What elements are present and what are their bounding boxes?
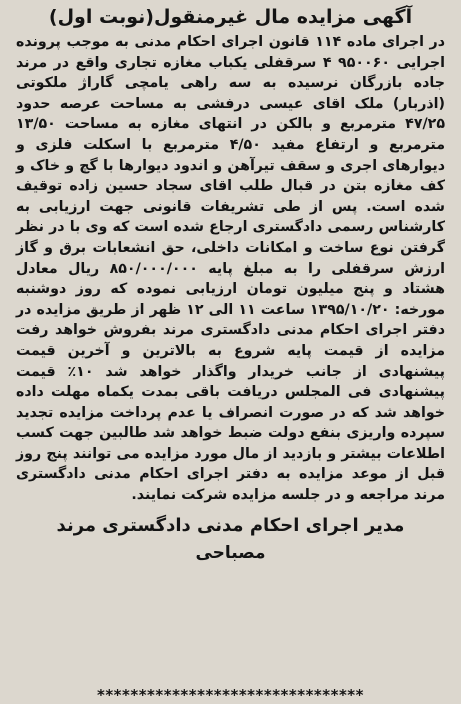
signature-office: مدیر اجرای احکام مدنی دادگستری مرند — [56, 514, 405, 536]
signature-block — [16, 512, 445, 566]
notice-body — [16, 32, 445, 506]
signature-name: مصباحی — [195, 542, 266, 563]
notice-paragraph: در اجرای ماده ۱۱۴ قانون اجرای احکام مدنی به موجب پرونده اجرایی ۹۵۰۰۶۰ ۴ سرقفلی یکباب مغازه تجاری واقع در مرند جاده بازرگان نرسیده به سه راهی یامچی گاراژ ملکوتی (اذربار) ملک اقای عیسی درفشی به مساحت عرصه حدود ۴۷/۲۵ مترمربع و بالکن در انتهای مغازه به مساحت ۱۳/۵۰ مترمربع و ارتفاع مفید ۴/۵۰ مترمربع با اسکلت فلزی و دیوارهای اجری و سقف تیرآهن و اندود دیوارها با گچ و خاک و کف مغازه بتن در قبال طلب اقای سجاد حسین زاده توقیف شده است. پس از طی تشریفات قانونی جهت ارزیابی به کارشناس رسمی دادگستری ارجاع شده است که وی با در نظر گرفتن نوع ساخت و امکانات داخلی، حق انشعابات برق و گاز ارزش سرقفلی را به مبلغ پایه ۸۵۰/۰۰۰/۰۰۰ ریال معادل هشتاد و پنج میلیون تومان ارزیابی نموده که روز دوشنبه مورخه: ۱۳۹۵/۱۰/۲۰ ساعت ۱۱ الی ۱۲ ظهر از طریق مزایده در دفتر اجرای احکام مدنی دادگستری مرند بفروش خواهد رفت مزایده از قیمت پایه شروع به بالاترین و آخرین قیمت پیشنهادی از جانب خریدار واگذار خواهد شد ۱۰٪ قیمت پیشنهادی فی المجلس دریافت باقی بمدت یکماه مهلت داده خواهد شد که در صورت انصراف یا عدم پرداخت مزایده تجدید سپرده واریزی بنفع دولت ضبط خواهد شد طالبین جهت کسب اطلاعات بیشتر و بازدید از مال مورد مزایده می توانند پنج روز قبل از موعد مزایده به دفتر اجرای احکام مدنی دادگستری مرند مراجعه و در جلسه مزایده شرکت نمایند. — [16, 34, 445, 504]
asterisk-separator: ******************************** — [96, 686, 364, 704]
notice-title: آگهی مزایده مال غیرمنقول(نوبت اول) — [48, 6, 413, 28]
